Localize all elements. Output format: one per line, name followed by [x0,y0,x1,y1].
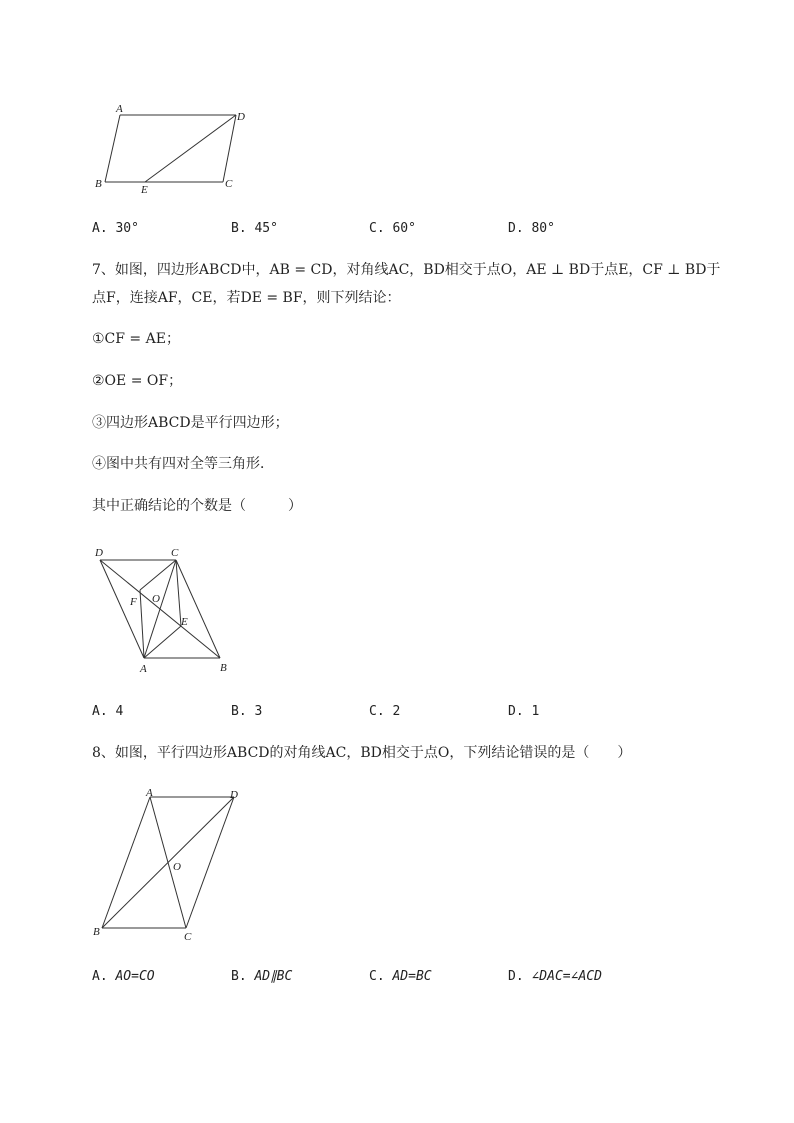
label-e: E [141,184,148,196]
segment-de [145,115,236,182]
q7-option-d[interactable]: D. 1 [508,704,540,719]
label-c: C [184,931,192,943]
label-a: A [116,103,123,115]
q7-option-b[interactable]: B. 3 [231,704,263,719]
q6-option-a[interactable]: A. 30° [92,221,139,236]
segment-da [100,560,144,658]
label-b: B [95,178,102,190]
q7-figure [90,543,240,678]
q7-stem-line1: 7、如图，四边形ABCD中，AB = CD，对角线AC，BD相交于点O，AE ⊥ BD于点E，CF ⊥ BD于 [92,262,721,278]
q7-stem-line2: 点F，连接AF，CE，若DE = BF，则下列结论： [92,290,401,306]
segment-bd [102,797,234,928]
segment-af [140,590,144,658]
label-a: A [140,663,147,675]
label-c: C [171,547,179,559]
q7-option-a[interactable]: A. 4 [92,704,124,719]
label-d: D [95,547,103,559]
q7-conclusion-4: ④图中共有四对全等三角形． [92,456,274,472]
label-b: B [93,926,100,938]
q8-stem: 8、如图，平行四边形ABCD的对角线AC，BD相交于点O，下列结论错误的是（ ） [92,745,632,761]
label-a: A [146,787,153,799]
label-f: F [130,596,137,608]
segment-cb [176,560,220,658]
q8-option-a[interactable]: A. AO=CO [92,969,155,984]
segment-dc [223,115,236,182]
segment-dc [186,797,234,928]
q8-figure [88,784,253,944]
q6-figure [90,100,260,200]
label-d: D [237,111,245,123]
label-d: D [230,789,238,801]
q8-option-d[interactable]: D. ∠DAC=∠ACD [508,969,602,984]
label-e: E [181,616,188,628]
q7-conclusion-1: ①CF = AE； [92,331,180,347]
q8-option-c[interactable]: C. AD=BC [369,969,432,984]
segment-ab [105,115,120,182]
segment-ca [144,560,176,658]
segment-ab [102,797,150,928]
label-b: B [220,662,227,674]
label-o: O [152,593,160,605]
q6-option-b[interactable]: B. 45° [231,221,278,236]
q7-option-c[interactable]: C. 2 [369,704,401,719]
q6-option-d[interactable]: D. 80° [508,221,555,236]
q8-option-b[interactable]: B. AD∥BC [231,969,293,984]
q6-option-c[interactable]: C. 60° [369,221,416,236]
label-o: O [173,861,181,873]
q7-conclusion-2: ②OE = OF； [92,373,183,389]
q7-question: 其中正确结论的个数是（ ） [92,498,302,514]
label-c: C [225,178,233,190]
q7-conclusion-3: ③四边形ABCD是平行四边形； [92,415,289,431]
